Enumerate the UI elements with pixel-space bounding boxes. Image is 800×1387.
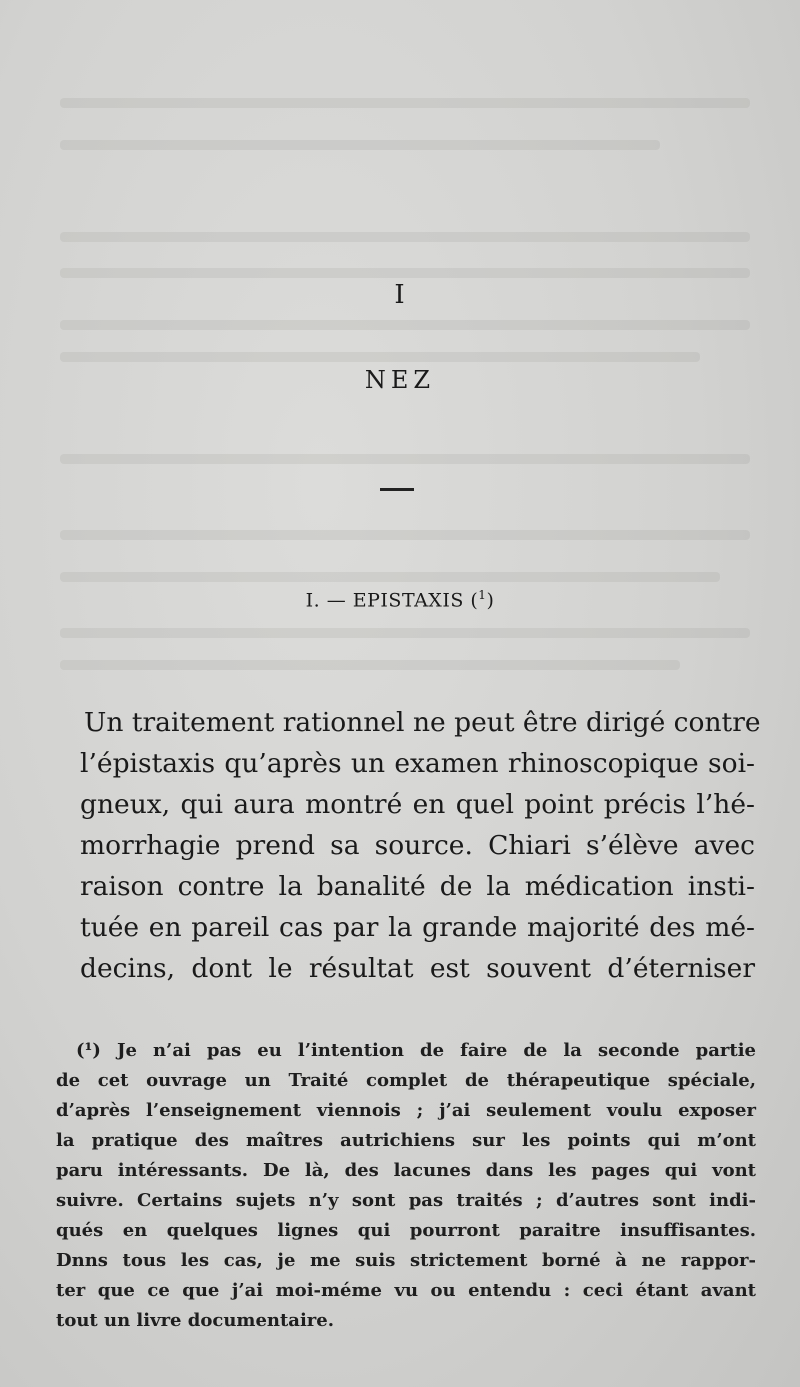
body-paragraph: [80, 702, 761, 989]
show-through-line: [60, 98, 750, 108]
section-title-close: ): [486, 589, 495, 612]
body-line: decins, dont le résultat est souvent d’éterniser: [80, 953, 755, 984]
footnote-line: ter que ce que j’ai moi-méme vu ou entendu : ceci étant avant: [56, 1280, 756, 1301]
show-through-line: [60, 140, 660, 150]
show-through-line: [60, 454, 750, 464]
footnote-line: de cet ouvrage un Traité complet de thérapeutique spéciale,: [56, 1070, 756, 1091]
show-through-line: [60, 320, 750, 330]
chapter-separator: [380, 488, 414, 491]
footnote-line: la pratique des maîtres autrichiens sur les points qui m’ont: [56, 1130, 756, 1151]
show-through-line: [60, 232, 750, 242]
chapter-title: NEZ: [364, 366, 436, 394]
section-title: [0, 588, 800, 611]
show-through-line: [60, 660, 680, 670]
footnote-line: d’après l’enseignement viennois ; j’ai seulement voulu exposer: [56, 1100, 756, 1121]
body-line: Un traitement rationnel ne peut être dirigé contre: [84, 707, 761, 738]
footnote-line: Dnns tous les cas, je me suis strictement borné à ne rappor-: [56, 1250, 756, 1271]
footnote-line: (¹) Je n’ai pas eu l’intention de faire de la seconde partie: [76, 1040, 756, 1061]
footnote-line: paru intéressants. De là, des lacunes dans les pages qui vont: [56, 1160, 756, 1181]
section-title-text: I. — EPISTAXIS (: [305, 589, 479, 612]
show-through-line: [60, 572, 720, 582]
body-line: l’épistaxis qu’après un examen rhinoscopique soi-: [80, 748, 755, 779]
show-through-line: [60, 352, 700, 362]
show-through-line: [60, 530, 750, 540]
footnote: [56, 1036, 756, 1336]
show-through-line: [60, 628, 750, 638]
body-line: raison contre la banalité de la médication insti-: [80, 871, 755, 902]
footnote-line: suivre. Certains sujets n’y sont pas traités ; d’autres sont indi-: [56, 1190, 756, 1211]
body-line: tuée en pareil cas par la grande majorité des mé-: [80, 912, 755, 943]
chapter-number: I: [394, 280, 406, 310]
show-through-line: [60, 268, 750, 278]
footnote-line: tout un livre documentaire.: [56, 1310, 335, 1331]
footnote-reference: 1: [478, 588, 487, 602]
body-line: gneux, qui aura montré en quel point précis l’hé-: [80, 789, 755, 820]
body-line: morrhagie prend sa source. Chiari s’élève avec: [80, 830, 755, 861]
footnote-line: qués en quelques lignes qui pourront paraitre insuffisantes.: [56, 1220, 756, 1241]
